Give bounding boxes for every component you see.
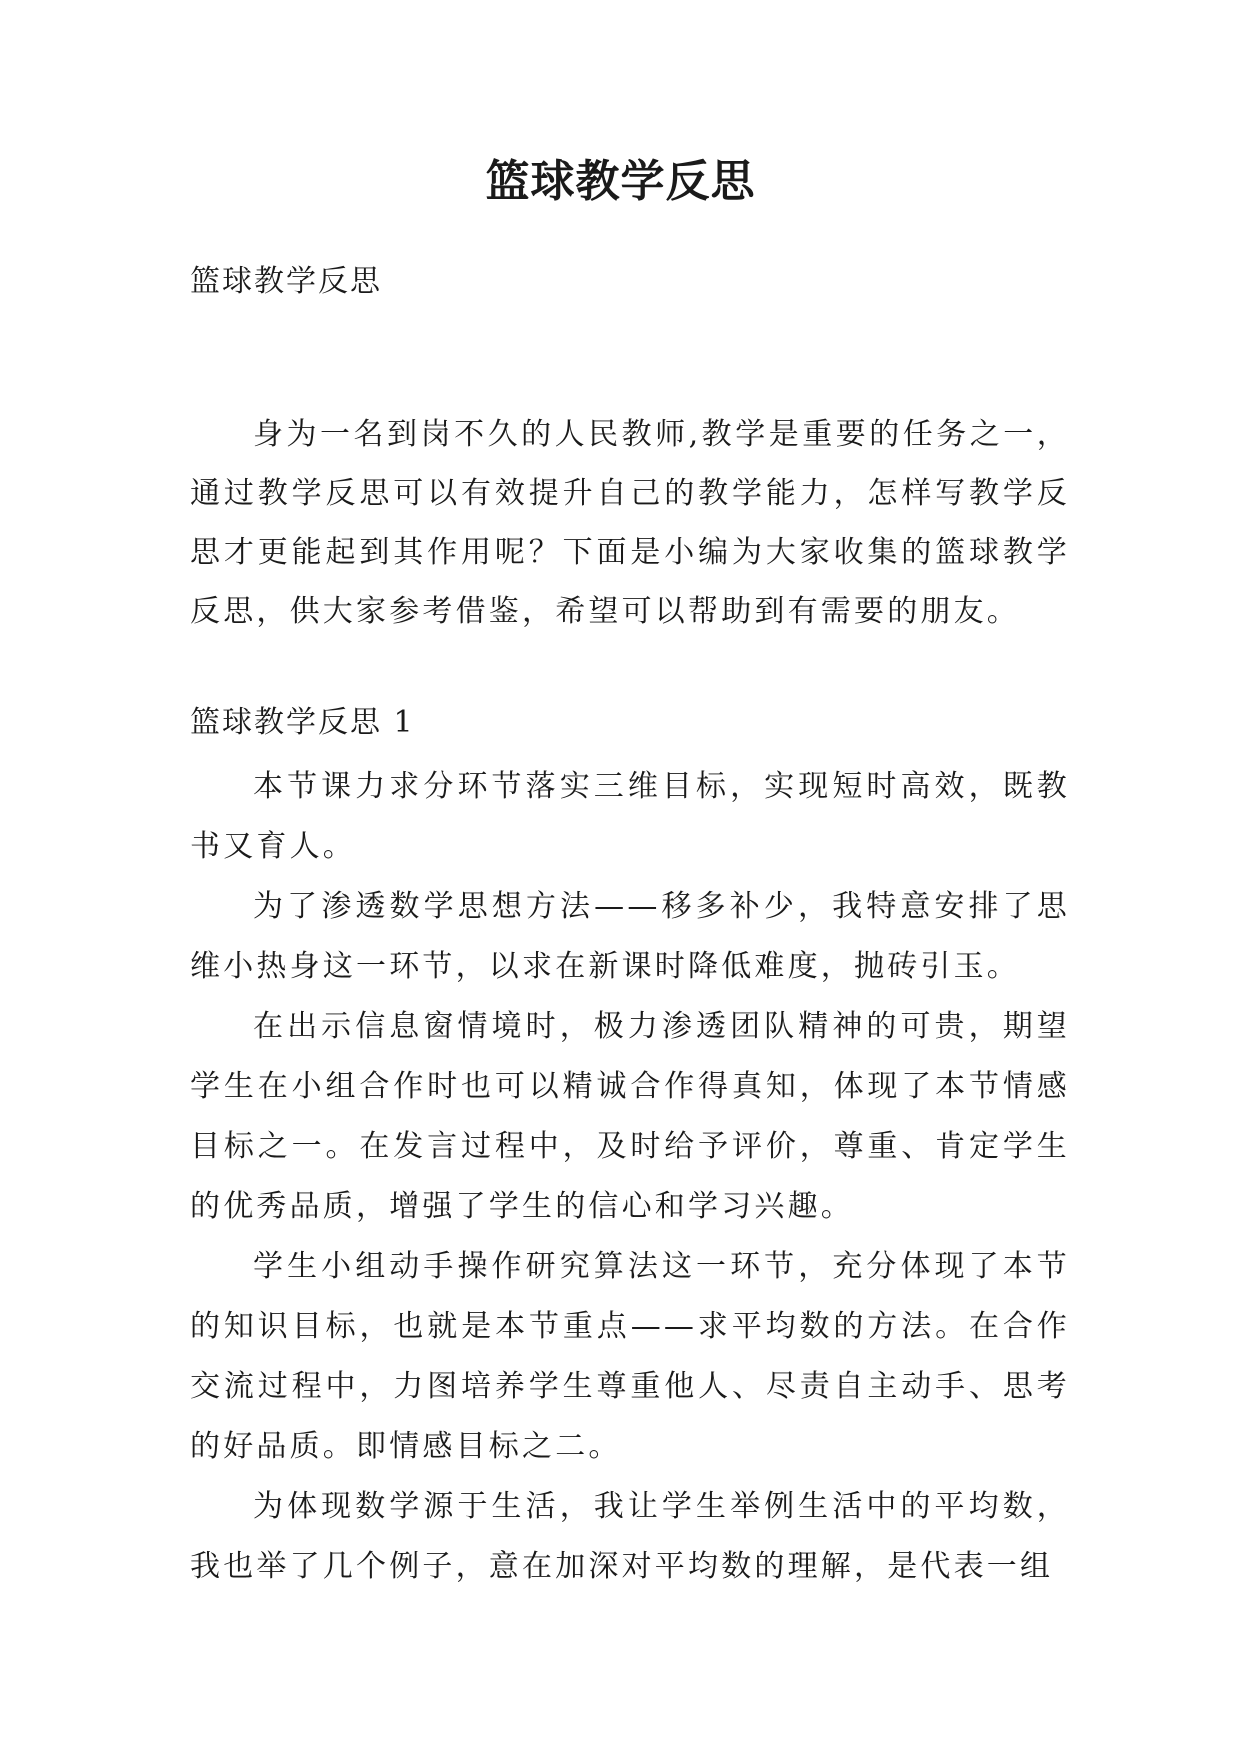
body-paragraph: 在出示信息窗情境时，极力渗透团队精神的可贵，期望学生在小组合作时也可以精诚合作得真知，体现了本节情感目标之一。在发言过程中，及时给予评价，尊重、肯定学生的优秀品质，增强了学生的信心和学习兴趣。 — [190, 1009, 1070, 1224]
document-subtitle: 篮球教学反思 — [190, 264, 382, 299]
body-paragraph: 学生小组动手操作研究算法这一环节，充分体现了本节的知识目标，也就是本节重点——求平均数的方法。在合作交流过程中，力图培养学生尊重他人、尽责自主动手、思考的好品质。即情感目标之二。 — [190, 1249, 1070, 1464]
section-heading: 篮球教学反思 1 — [190, 705, 415, 740]
section-body — [190, 757, 1070, 1597]
body-paragraph: 本节课力求分环节落实三维目标，实现短时高效，既教书又育人。 — [190, 769, 1070, 864]
intro-paragraph: 身为一名到岗不久的人民教师,教学是重要的任务之一，通过教学反思可以有效提升自己的教学能力，怎样写教学反思才更能起到其作用呢？下面是小编为大家收集的篮球教学反思，供大家参考借鉴，希望可以帮助到有需要的朋友。 — [190, 417, 1070, 629]
body-paragraph: 为体现数学源于生活，我让学生举例生活中的平均数，我也举了几个例子，意在加深对平均数的理解，是代表一组 — [190, 1489, 1070, 1584]
page-title: 篮球教学反思 — [485, 156, 756, 207]
body-paragraph: 为了渗透数学思想方法——移多补少，我特意安排了思维小热身这一环节，以求在新课时降低难度，抛砖引玉。 — [190, 889, 1070, 984]
